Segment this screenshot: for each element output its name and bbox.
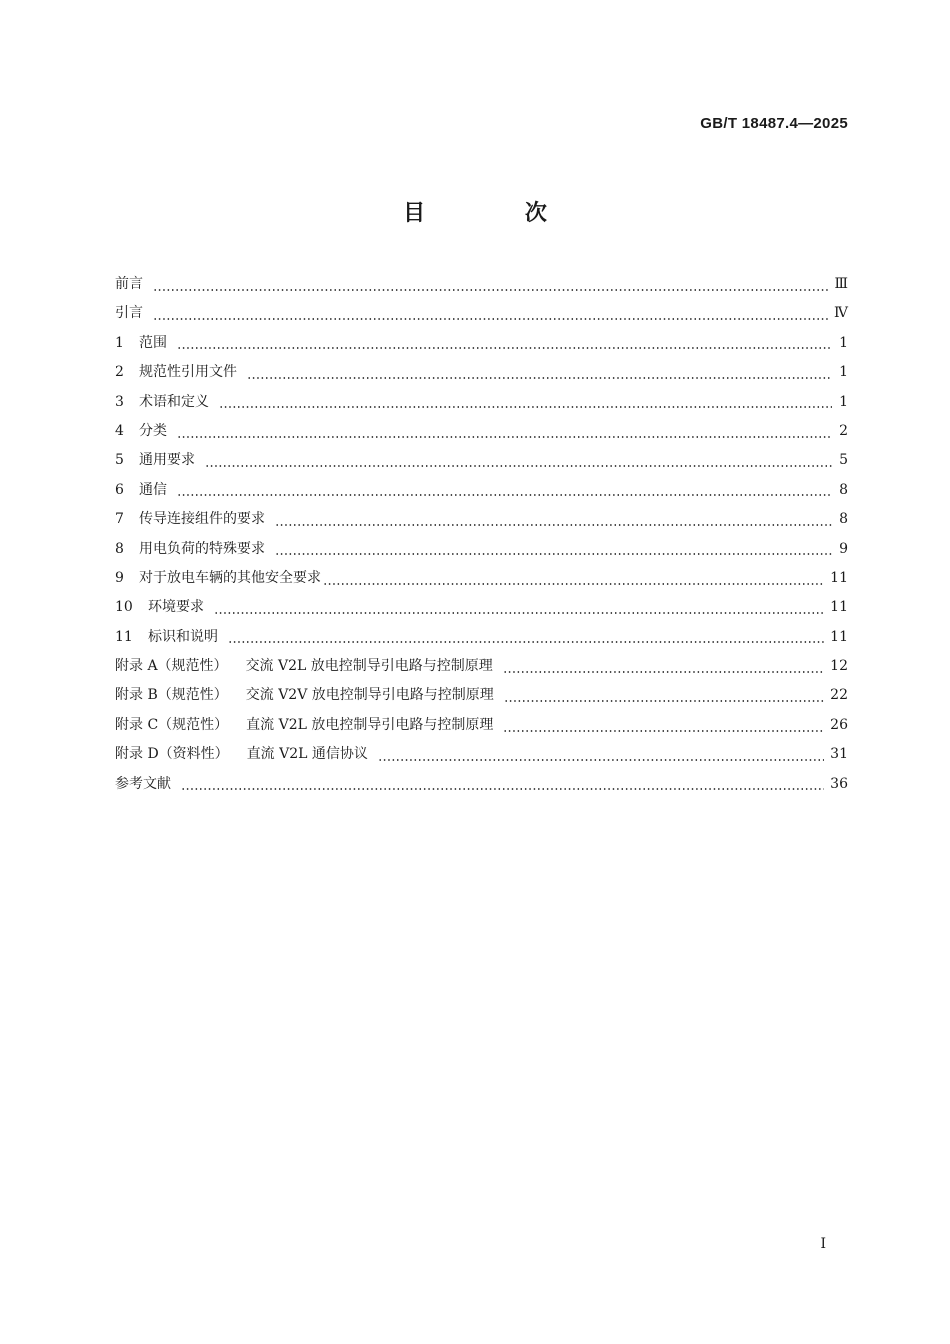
- toc-entry-page: Ⅳ: [834, 305, 848, 322]
- dot-leader: [275, 513, 832, 527]
- toc-entry-page: 9: [839, 540, 848, 557]
- dot-leader: [177, 425, 832, 439]
- toc-entry-title: 参考文献: [115, 775, 171, 792]
- toc-entry-page: 12: [830, 658, 848, 675]
- toc-entry-number: 2: [115, 364, 124, 381]
- toc-entry-annex-a[interactable]: [115, 652, 848, 681]
- toc-entry-8[interactable]: [115, 535, 848, 564]
- toc-entry-9[interactable]: [115, 564, 848, 593]
- dot-leader: [378, 748, 824, 762]
- dot-leader: [275, 542, 832, 556]
- dot-leader: [177, 336, 832, 350]
- toc-entry-10[interactable]: [115, 593, 848, 622]
- toc-entry-page: 36: [830, 775, 848, 792]
- toc-entry-number: 4: [115, 422, 124, 439]
- toc-entry-title: 用电负荷的特殊要求: [139, 540, 265, 557]
- toc-entry-bibliography[interactable]: [115, 770, 848, 799]
- toc-entry-number: 3: [115, 393, 124, 410]
- dot-leader: [177, 483, 832, 497]
- page-number: I: [820, 1236, 826, 1252]
- toc-entry-title: 引言: [115, 305, 143, 322]
- toc-entry-title: 交流 V2L 放电控制导引电路与控制原理: [245, 658, 493, 675]
- dot-leader: [247, 366, 832, 380]
- toc-entry-number: 1: [115, 334, 124, 351]
- toc-entry-7[interactable]: [115, 505, 848, 534]
- dot-leader: [228, 630, 824, 644]
- toc-title: 目 次: [403, 201, 593, 226]
- toc-entry-number: 11: [115, 628, 133, 645]
- toc-entry-title: 直流 V2L 放电控制导引电路与控制原理: [246, 716, 494, 733]
- dot-leader: [503, 660, 824, 674]
- toc-entry-page: 5: [839, 452, 848, 469]
- toc-entry-number: 8: [115, 540, 124, 557]
- toc-entry-page: Ⅲ: [834, 276, 848, 292]
- toc-entry-6[interactable]: [115, 476, 848, 505]
- toc-entry-3[interactable]: [115, 388, 848, 417]
- toc-entry-page: 26: [830, 716, 848, 733]
- toc-entry-title: 范围: [139, 334, 167, 351]
- toc-entry-page: 8: [839, 511, 848, 528]
- toc-entry-page: 1: [839, 393, 848, 410]
- toc-entry-title: 分类: [139, 422, 167, 439]
- toc-entry-page: 31: [830, 746, 848, 763]
- toc-entry-number: 附录 A（规范性）: [115, 658, 228, 675]
- toc-entry-annex-b[interactable]: [115, 681, 848, 710]
- toc-entry-page: 2: [839, 422, 848, 439]
- toc-entry-1[interactable]: [115, 329, 848, 358]
- toc-entry-page: 1: [839, 364, 848, 381]
- toc-entry-title: 规范性引用文件: [139, 364, 237, 381]
- toc-entry-number: 附录 D（资料性）: [115, 746, 229, 763]
- dot-leader: [503, 719, 824, 733]
- toc-entry-5[interactable]: [115, 446, 848, 475]
- toc-entry-number: 7: [115, 511, 124, 528]
- toc-entry-annex-c[interactable]: [115, 711, 848, 740]
- toc-entry-11[interactable]: [115, 623, 848, 652]
- toc-entry-number: 9: [115, 569, 124, 586]
- toc-entry-number: 附录 B（规范性）: [115, 687, 228, 704]
- dot-leader: [323, 572, 824, 586]
- toc-entry-page: 11: [830, 569, 848, 586]
- toc-entry-page: 11: [830, 628, 848, 645]
- toc-entry-number: 10: [115, 599, 133, 616]
- dot-leader: [205, 454, 832, 468]
- dot-leader: [181, 777, 824, 791]
- toc-entry-introduction[interactable]: [115, 299, 848, 328]
- toc-entry-foreword[interactable]: [115, 270, 848, 299]
- toc-entry-4[interactable]: [115, 417, 848, 446]
- toc-entry-title: 对于放电车辆的其他安全要求: [139, 569, 321, 586]
- toc-entry-title: 术语和定义: [139, 393, 209, 410]
- toc-entry-page: 8: [839, 481, 848, 498]
- dot-leader: [219, 395, 832, 409]
- toc-list: [115, 270, 848, 799]
- toc-entry-title: 传导连接组件的要求: [139, 511, 265, 528]
- toc-entry-title: 交流 V2V 放电控制导引电路与控制原理: [245, 687, 494, 704]
- toc-entry-title: 标识和说明: [148, 628, 218, 645]
- toc-entry-number: 5: [115, 452, 124, 469]
- toc-entry-title: 环境要求: [148, 599, 204, 616]
- toc-entry-2[interactable]: [115, 358, 848, 387]
- dot-leader: [153, 278, 828, 292]
- toc-entry-title: 前言: [115, 276, 143, 292]
- toc-entry-page: 1: [839, 334, 848, 351]
- toc-entry-title: 通信: [139, 481, 167, 498]
- toc-entry-title: 直流 V2L 通信协议: [246, 746, 368, 763]
- standard-number: GB/T 18487.4—2025: [700, 115, 848, 132]
- dot-leader: [153, 307, 828, 321]
- toc-entry-number: 附录 C（规范性）: [115, 716, 229, 733]
- dot-leader: [214, 601, 824, 615]
- dot-leader: [504, 689, 824, 703]
- toc-entry-annex-d[interactable]: [115, 740, 848, 769]
- toc-entry-number: 6: [115, 481, 124, 498]
- toc-entry-page: 22: [830, 687, 848, 704]
- toc-entry-title: 通用要求: [139, 452, 195, 469]
- toc-entry-page: 11: [830, 599, 848, 616]
